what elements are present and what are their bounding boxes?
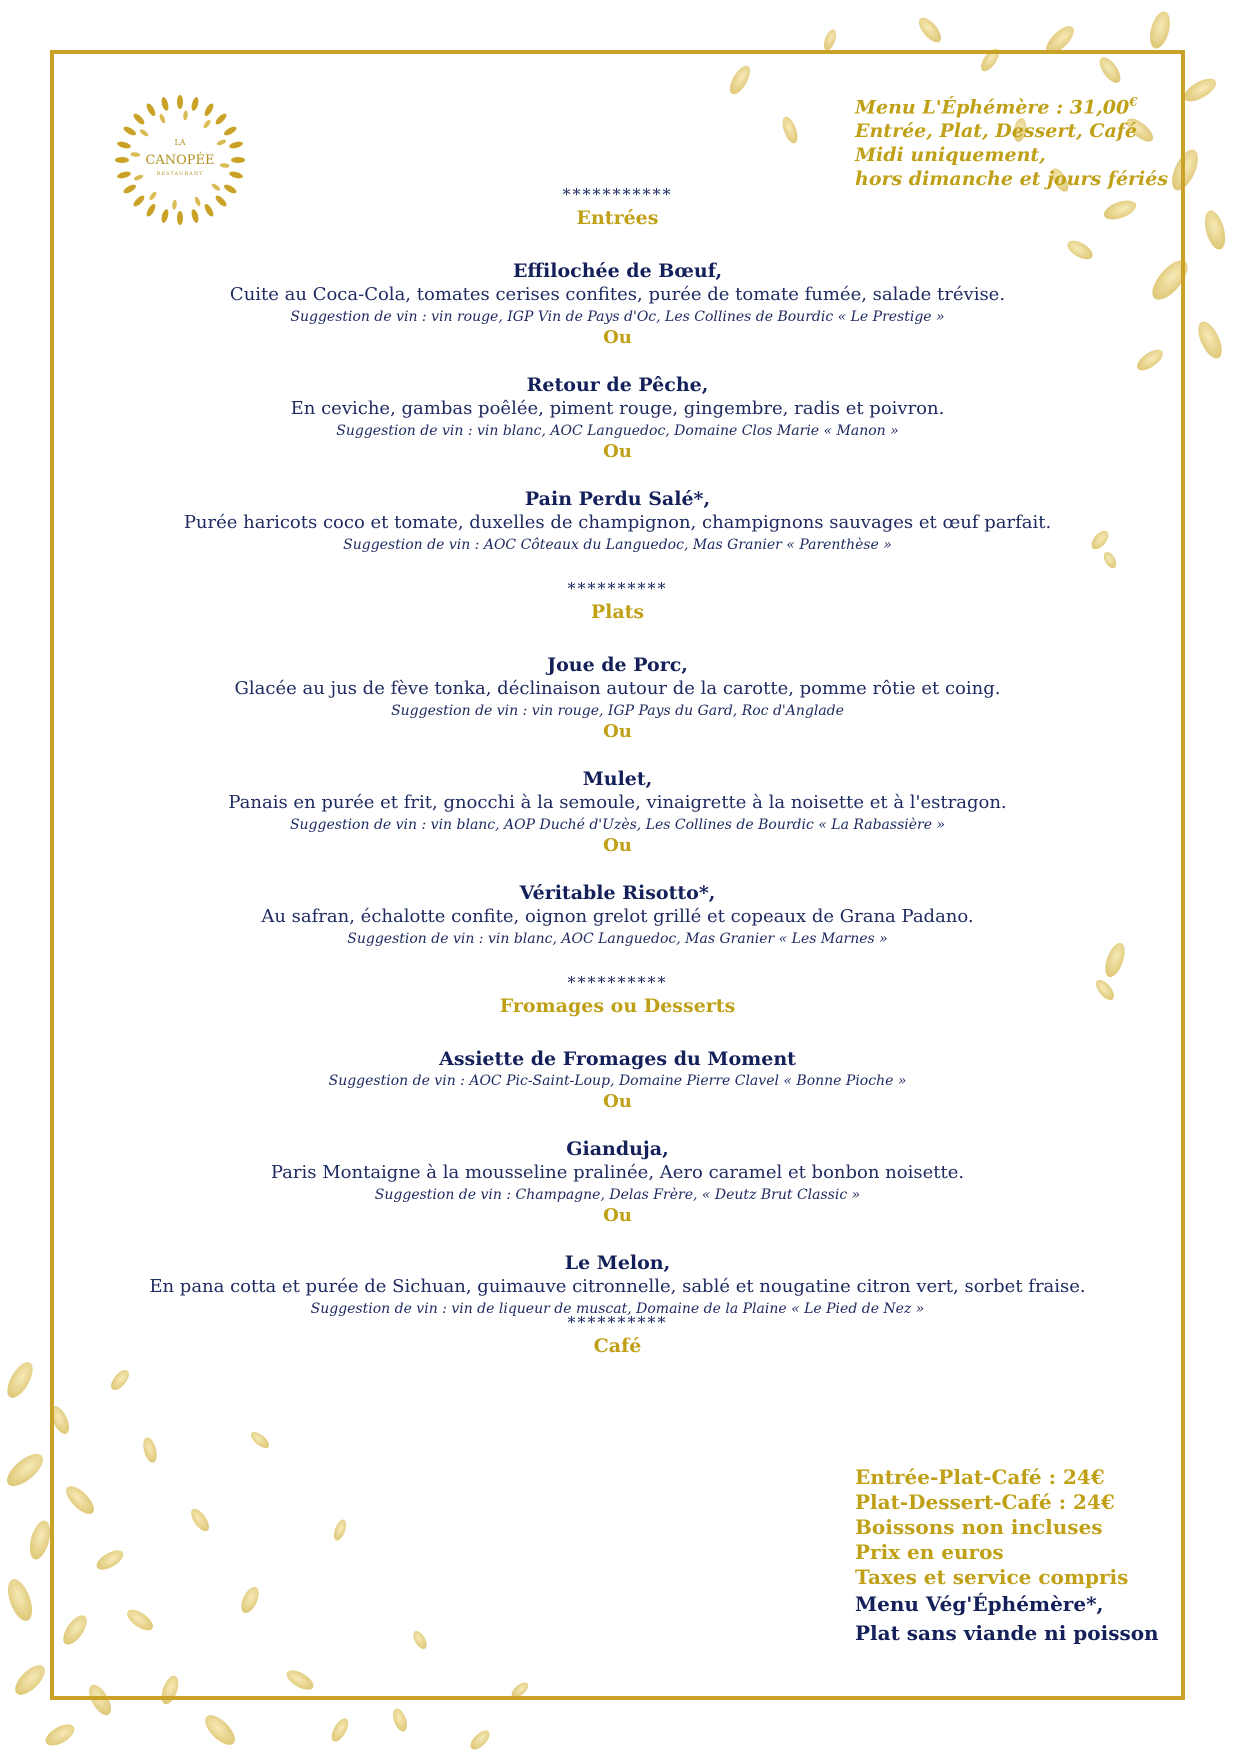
dish-name: Véritable Risotto*, — [519, 882, 716, 904]
dish-name: Joue de Porc, — [547, 654, 688, 676]
or-separator: Ou — [603, 1091, 632, 1112]
dish-description: En pana cotta et purée de Sichuan, guimauve citronnelle, sablé et nougatine citron vert, sorbet fraise. — [149, 1276, 1086, 1297]
or-separator: Ou — [603, 1205, 632, 1226]
dish-name: Effilochée de Bœuf, — [512, 260, 723, 282]
section-title-cafe: Café — [593, 1335, 642, 1357]
wine-suggestion: Suggestion de vin : vin rouge, IGP Pays du Gard, Roc d'Anglade — [391, 703, 844, 719]
menu-body — [60, 185, 1175, 1359]
wine-suggestion: Suggestion de vin : AOC Côteaux du Languedoc, Mas Granier « Parenthèse » — [343, 537, 892, 553]
section-title-desserts: Fromages ou Desserts — [499, 995, 736, 1017]
section-title-entrees: Entrées — [576, 207, 659, 229]
currency-note: Prix en euros — [855, 1540, 1004, 1564]
dish — [60, 1137, 1175, 1205]
wine-suggestion: Suggestion de vin : vin de liqueur de muscat, Domaine de la Plaine « Le Pied de Nez » — [310, 1301, 925, 1317]
dish-description: Panais en purée et frit, gnocchi à la semoule, vinaigrette à la noisette et à l'estragon. — [228, 792, 1007, 813]
dish — [60, 767, 1175, 835]
promo-courses: Entrée, Plat, Dessert, Café — [855, 120, 1138, 143]
wine-suggestion: Suggestion de vin : Champagne, Delas Frère, « Deutz Brut Classic » — [374, 1187, 861, 1203]
separator: ********** — [567, 579, 668, 598]
svg-text:CANOPÉE: CANOPÉE — [145, 153, 215, 168]
dish-description: En ceviche, gambas poêlée, piment rouge, gingembre, radis et poivron. — [290, 398, 945, 419]
dish — [60, 653, 1175, 721]
dish-name: Pain Perdu Salé*, — [524, 488, 711, 510]
promo-exclusion: hors dimanche et jours fériés — [855, 168, 1169, 191]
dish — [60, 487, 1175, 555]
dish-description: Cuite au Coca-Cola, tomates cerises confites, purée de tomate fumée, salade trévise. — [229, 284, 1006, 305]
promo-currency: € — [1129, 95, 1138, 109]
or-separator: Ou — [603, 835, 632, 856]
separator: ********** — [567, 1313, 668, 1332]
drinks-note: Boissons non incluses — [855, 1515, 1103, 1539]
tax-note: Taxes et service compris — [855, 1565, 1129, 1589]
dish-description: Paris Montaigne à la mousseline pralinée, Aero caramel et bonbon noisette. — [270, 1162, 965, 1183]
dish — [60, 881, 1175, 949]
dish — [60, 1251, 1175, 1319]
dish-name: Retour de Pêche, — [526, 374, 709, 396]
dish-description: Purée haricots coco et tomate, duxelles de champignon, champignons sauvages et œuf parfait. — [183, 512, 1052, 533]
promo-availability: Midi uniquement, — [855, 144, 1046, 167]
price-entree-plat-cafe: Entrée-Plat-Café : 24€ — [855, 1465, 1105, 1489]
separator: *********** — [562, 185, 673, 204]
dish-name: Assiette de Fromages du Moment — [439, 1048, 796, 1070]
dish — [60, 259, 1175, 327]
wine-suggestion: Suggestion de vin : vin blanc, AOP Duché d'Uzès, Les Collines de Bourdic « La Rabassière » — [289, 817, 946, 833]
wine-suggestion: Suggestion de vin : vin rouge, IGP Vin de Pays d'Oc, Les Collines de Bourdic « Le Prestige » — [290, 309, 945, 325]
dish-name: Gianduja, — [566, 1138, 669, 1160]
separator: ********** — [567, 973, 668, 992]
wine-suggestion: Suggestion de vin : AOC Pic-Saint-Loup, Domaine Pierre Clavel « Bonne Pioche » — [328, 1073, 907, 1089]
or-separator: Ou — [603, 721, 632, 742]
veg-menu-description: Plat sans viande ni poisson — [855, 1621, 1159, 1645]
promo-title: Menu L'Éphémère : 31,00 — [855, 96, 1130, 119]
wine-suggestion: Suggestion de vin : vin blanc, AOC Languedoc, Domaine Clos Marie « Manon » — [336, 423, 899, 439]
veg-menu-title: Menu Vég'Éphémère*, — [855, 1592, 1104, 1616]
section-title-plats: Plats — [590, 601, 645, 623]
svg-text:LA: LA — [174, 138, 186, 147]
dish-description: Glacée au jus de fève tonka, déclinaison autour de la carotte, pomme rôtie et coing. — [234, 678, 1001, 699]
dish-description: Au safran, échalotte confite, oignon grelot grillé et copeaux de Grana Padano. — [261, 906, 974, 927]
dish — [60, 1047, 1175, 1091]
dish-name: Mulet, — [582, 768, 653, 790]
dish-name: Le Melon, — [564, 1252, 671, 1274]
pricing-info — [855, 1465, 1159, 1646]
wine-suggestion: Suggestion de vin : vin blanc, AOC Languedoc, Mas Granier « Les Marnes » — [347, 931, 888, 947]
price-plat-dessert-cafe: Plat-Dessert-Café : 24€ — [855, 1490, 1115, 1514]
svg-text:RESTAURANT: RESTAURANT — [156, 171, 204, 177]
dish — [60, 373, 1175, 441]
lunch-menu-promo — [855, 90, 1168, 191]
or-separator: Ou — [603, 441, 632, 462]
or-separator: Ou — [603, 327, 632, 348]
